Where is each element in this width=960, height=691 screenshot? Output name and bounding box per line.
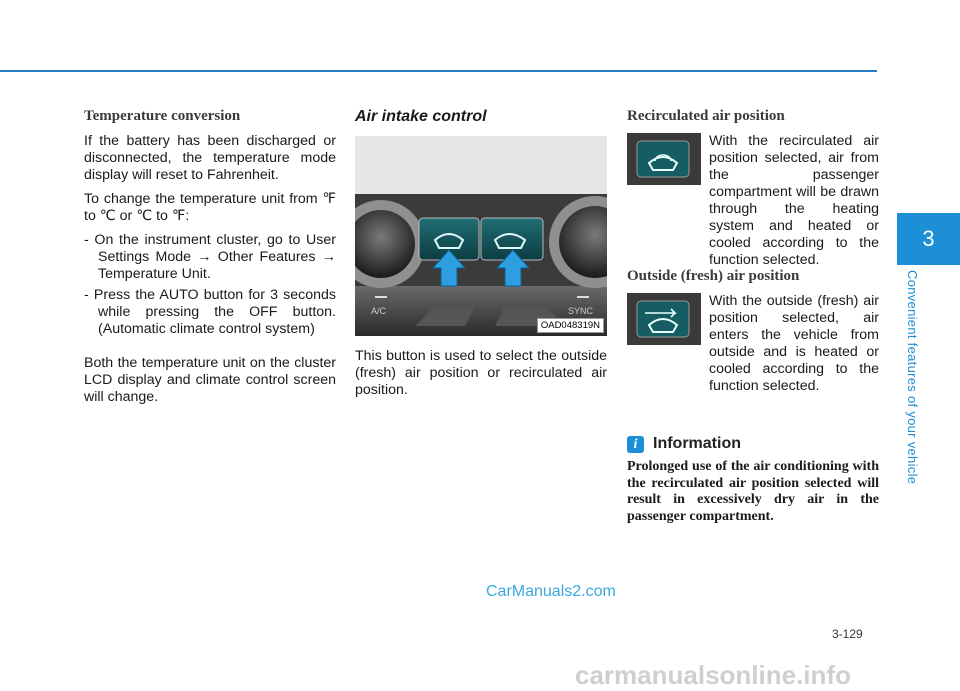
column-temperature-conversion	[84, 108, 336, 413]
climate-panel-image	[355, 136, 607, 336]
ac-label: A/C	[371, 306, 387, 316]
section-heading: Temperature conversion	[84, 108, 241, 124]
info-icon: i	[627, 436, 644, 453]
information-title: Information	[653, 435, 741, 452]
recirculated-air-icon	[627, 133, 701, 185]
section-heading: Outside (fresh) air position	[627, 268, 800, 284]
top-rule	[0, 70, 877, 72]
outside-air-icon	[627, 293, 701, 345]
section-heading: Recirculated air position	[627, 108, 785, 124]
paragraph: If the battery has been discharged or disconnected, the temperature mode display will reset to Fahrenheit.	[84, 133, 336, 183]
outside-air-block	[627, 293, 879, 423]
column-air-positions	[627, 108, 879, 525]
list-item: - On the instrument cluster, go to User Settings Mode → Other Features → Temperature Unit.	[84, 232, 336, 282]
sync-label: SYNC	[568, 306, 594, 316]
recirculated-air-block	[627, 133, 879, 268]
chapter-number-tab: 3	[897, 213, 960, 265]
information-text: Prolonged use of the air conditioning with the recirculated air position selected will result in excessively dry air in the passenger compartment.	[627, 459, 879, 524]
outside-air-text: With the outside (fresh) air position selected, air enters the vehicle from outside and is heated or cooled according to the function selected.	[709, 293, 879, 394]
list-item: - Press the AUTO button for 3 seconds while pressing the OFF button. (Automatic climate control system)	[84, 287, 336, 337]
climate-panel-illustration	[355, 136, 607, 336]
paragraph: To change the temperature unit from ℉ to ℃ or ℃ to ℉:	[84, 191, 336, 224]
watermark-text: carmanualsonline.info	[575, 660, 851, 690]
recirculated-air-text: With the recirculated air position selected, air from the passenger compartment will be drawn through the heating system and heated or cooled according to the function selected.	[709, 133, 879, 268]
paragraph: Both the temperature unit on the cluster LCD display and climate control screen will change.	[84, 355, 336, 405]
bullet-list	[84, 232, 336, 338]
paragraph: This button is used to select the outside (fresh) air position or recirculated air position.	[355, 348, 607, 398]
page-number: 3-129	[832, 627, 863, 641]
image-code: OAD048319N	[537, 318, 604, 333]
column-air-intake-control	[355, 108, 607, 406]
footer-site-link[interactable]: CarManuals2.com	[486, 583, 616, 600]
section-heading: Air intake control	[355, 108, 487, 125]
information-header	[627, 435, 879, 453]
chapter-title: Convenient features of your vehicle	[905, 270, 920, 485]
